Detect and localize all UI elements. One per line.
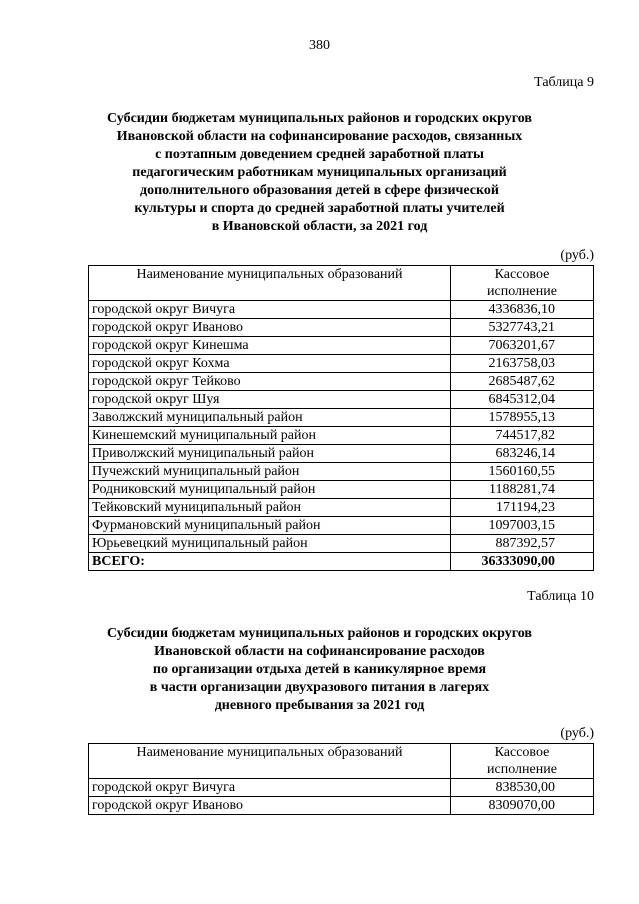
title-line: педагогическим работникам муниципальных организаций: [132, 165, 507, 180]
table-10-body: [89, 779, 594, 815]
row-value: 171194,23: [451, 499, 594, 517]
table-row: [89, 779, 594, 797]
row-value: 7063201,67: [451, 337, 594, 355]
total-row: [89, 553, 594, 571]
table-10: [88, 743, 594, 815]
table-10-label: Таблица 10: [527, 589, 594, 604]
row-value: 2685487,62: [451, 373, 594, 391]
row-value: 1097003,15: [451, 517, 594, 535]
row-name: городской округ Вичуга: [89, 779, 451, 797]
table-9: [88, 265, 594, 571]
row-name: Юрьевецкий муниципальный район: [89, 535, 451, 553]
page-number: 380: [309, 38, 330, 53]
header-value: [451, 744, 594, 779]
row-value: 2163758,03: [451, 355, 594, 373]
header-value-line2: исполнение: [487, 284, 557, 299]
table-9-body: [89, 301, 594, 571]
header-name: Наименование муниципальных образований: [89, 744, 451, 779]
title-line: Ивановской области на софинансирование расходов: [154, 644, 485, 659]
row-name: городской округ Тейково: [89, 373, 451, 391]
table-row: [89, 319, 594, 337]
title-line: дополнительного образования детей в сфере физической: [140, 183, 499, 198]
title-line: Ивановской области на софинансирование расходов, связанных: [116, 129, 523, 144]
row-name: Фурмановский муниципальный район: [89, 517, 451, 535]
table-row: [89, 427, 594, 445]
title-line: в части организации двухразового питания в лагерях: [149, 680, 490, 695]
row-value: 8309070,00: [451, 797, 594, 815]
title-line: с поэтапным доведением средней заработной платы: [155, 147, 484, 162]
header-value-line2: исполнение: [487, 762, 557, 777]
row-name: городской округ Вичуга: [89, 301, 451, 319]
table-10-title: [60, 625, 579, 715]
row-value: 6845312,04: [451, 391, 594, 409]
table-row: [89, 535, 594, 553]
row-value: 1578955,13: [451, 409, 594, 427]
row-name: городской округ Кохма: [89, 355, 451, 373]
table-header-row: [89, 266, 594, 301]
table-9-label: Таблица 9: [534, 75, 594, 90]
header-value: [451, 266, 594, 301]
row-value: 683246,14: [451, 445, 594, 463]
table-10-unit: (руб.): [560, 726, 594, 741]
table-row: [89, 481, 594, 499]
table-row: [89, 445, 594, 463]
table-row: [89, 797, 594, 815]
table-row: [89, 409, 594, 427]
title-line: Субсидии бюджетам муниципальных районов и городских округов: [107, 626, 532, 641]
row-name: Пучежский муниципальный район: [89, 463, 451, 481]
row-value: 4336836,10: [451, 301, 594, 319]
row-name: городской округ Кинешма: [89, 337, 451, 355]
row-name: Приволжский муниципальный район: [89, 445, 451, 463]
row-name: городской округ Иваново: [89, 319, 451, 337]
title-line: в Ивановской области, за 2021 год: [211, 219, 428, 234]
row-value: 1560160,55: [451, 463, 594, 481]
title-line: культуры и спорта до средней заработной платы учителей: [134, 201, 505, 216]
header-value-line1: Кассовое: [494, 267, 550, 282]
table-row: [89, 355, 594, 373]
row-value: 887392,57: [451, 535, 594, 553]
table-9-title: [60, 110, 579, 236]
table-row: [89, 301, 594, 319]
table-header-row: [89, 744, 594, 779]
row-value: 1188281,74: [451, 481, 594, 499]
table-row: [89, 499, 594, 517]
row-name: городской округ Иваново: [89, 797, 451, 815]
row-name: Родниковский муниципальный район: [89, 481, 451, 499]
row-name: Заволжский муниципальный район: [89, 409, 451, 427]
table-row: [89, 463, 594, 481]
row-value: 5327743,21: [451, 319, 594, 337]
row-name: Тейковский муниципальный район: [89, 499, 451, 517]
row-name: Кинешемский муниципальный район: [89, 427, 451, 445]
table-9-unit: (руб.): [560, 248, 594, 263]
total-value: 36333090,00: [451, 553, 594, 571]
table-row: [89, 337, 594, 355]
title-line: по организации отдыха детей в каникулярное время: [152, 662, 487, 677]
header-name: Наименование муниципальных образований: [89, 266, 451, 301]
total-label: ВСЕГО:: [89, 553, 451, 571]
title-line: дневного пребывания за 2021 год: [214, 698, 425, 713]
table-row: [89, 517, 594, 535]
row-value: 838530,00: [451, 779, 594, 797]
table-row: [89, 391, 594, 409]
table-row: [89, 373, 594, 391]
row-name: городской округ Шуя: [89, 391, 451, 409]
title-line: Субсидии бюджетам муниципальных районов и городских округов: [107, 111, 532, 126]
header-value-line1: Кассовое: [494, 745, 550, 760]
row-value: 744517,82: [451, 427, 594, 445]
